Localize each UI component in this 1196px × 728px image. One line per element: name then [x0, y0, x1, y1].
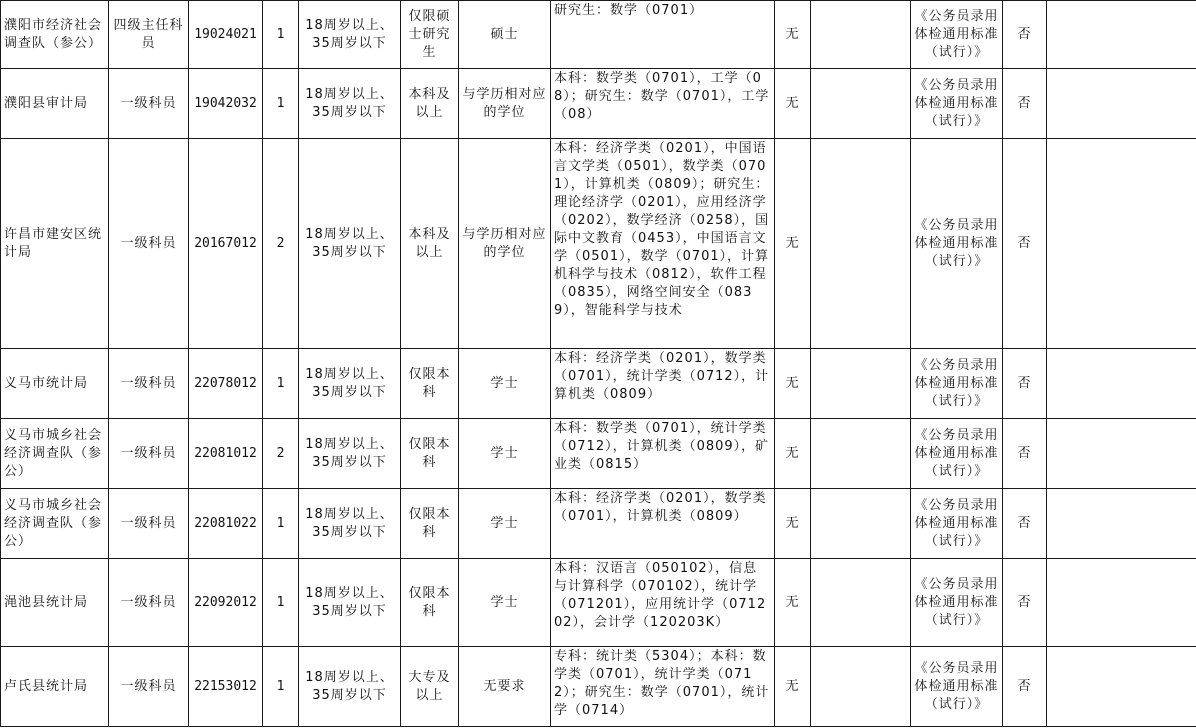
- age-cell[interactable]: [299, 489, 401, 559]
- extra-cell[interactable]: [1047, 419, 1196, 489]
- age-cell[interactable]: [299, 139, 401, 349]
- notice-cell[interactable]: [1003, 559, 1047, 647]
- position-cell[interactable]: [109, 139, 189, 349]
- education-cell[interactable]: [401, 419, 459, 489]
- major-cell[interactable]: [551, 489, 775, 559]
- unit-cell[interactable]: [1, 139, 109, 349]
- table-row: [1, 1, 1196, 69]
- major-text: 专科：统计类（5304）；本科：数学类（0701），统计学类（0712）；研究生：数学（0701），统计学（0714）: [554, 649, 770, 718]
- position-text: 一级科员: [120, 678, 177, 694]
- age-cell[interactable]: [299, 69, 401, 139]
- degree-cell[interactable]: [459, 349, 551, 419]
- education-cell[interactable]: [401, 489, 459, 559]
- code-text: 22153012: [194, 678, 257, 694]
- unit-text: 义马市城乡社会经济调查队（参公）: [4, 427, 103, 479]
- physical-standard-text: 《公务员录用体检通用标准（试行）》: [914, 427, 999, 479]
- code-text: 22081022: [194, 515, 257, 531]
- table-row: [1, 559, 1196, 647]
- code-cell[interactable]: [189, 419, 263, 489]
- notice-text: 否: [1017, 375, 1032, 391]
- blank-cell[interactable]: [811, 419, 911, 489]
- code-text: 22092012: [194, 594, 257, 610]
- education-text: 大专及以上: [408, 669, 451, 703]
- blank-cell[interactable]: [811, 489, 911, 559]
- degree-cell[interactable]: [459, 559, 551, 647]
- major-cell[interactable]: [551, 1, 775, 69]
- blank-cell[interactable]: [811, 139, 911, 349]
- unit-text: 义马市统计局: [4, 375, 89, 391]
- blank-cell[interactable]: [811, 349, 911, 419]
- physical-standard-cell[interactable]: [911, 349, 1003, 419]
- education-text: 仅限本科: [408, 366, 451, 400]
- count-cell[interactable]: [263, 69, 299, 139]
- age-text: 18周岁以上、35周岁以下: [305, 17, 394, 51]
- count-cell[interactable]: [263, 647, 299, 727]
- code-cell[interactable]: [189, 1, 263, 69]
- position-text: 一级科员: [120, 515, 177, 531]
- other-req-cell[interactable]: [775, 489, 811, 559]
- table-row: [1, 139, 1196, 349]
- other-req-text: 无: [785, 26, 800, 42]
- position-text: 一级科员: [120, 594, 177, 610]
- count-cell[interactable]: [263, 419, 299, 489]
- age-cell[interactable]: [299, 349, 401, 419]
- notice-text: 否: [1017, 235, 1032, 251]
- other-req-cell[interactable]: [775, 419, 811, 489]
- unit-text: 渑池县统计局: [4, 594, 89, 610]
- education-text: 本科及以上: [408, 226, 451, 260]
- major-text: 本科：经济学类（0201），中国语言文学类（0501），数学类（0701），计算机类（0809）；研究生：理论经济学（0201），应用经济学（0202），数学经济（0258），国际中文教育（0453），中国语言文学（0501），数学（0701），计算机科学与技术（0812），软件工程（0835），网络空间安全（0839），智能科学与技术: [554, 141, 770, 318]
- notice-text: 否: [1017, 515, 1032, 531]
- count-text: 1: [276, 95, 285, 111]
- degree-text: 学士: [490, 515, 519, 531]
- major-text: 研究生：数学（0701）: [554, 3, 704, 18]
- code-cell[interactable]: [189, 349, 263, 419]
- major-cell[interactable]: [551, 69, 775, 139]
- physical-standard-cell[interactable]: [911, 139, 1003, 349]
- unit-cell[interactable]: [1, 489, 109, 559]
- notice-cell[interactable]: [1003, 1, 1047, 69]
- code-text: 19024021: [194, 26, 257, 42]
- age-text: 18周岁以上、35周岁以下: [305, 506, 394, 540]
- notice-text: 否: [1017, 678, 1032, 694]
- degree-text: 无要求: [483, 678, 526, 694]
- age-text: 18周岁以上、35周岁以下: [305, 86, 394, 120]
- position-text: 一级科员: [120, 375, 177, 391]
- age-text: 18周岁以上、35周岁以下: [305, 669, 394, 703]
- degree-cell[interactable]: [459, 489, 551, 559]
- other-req-cell[interactable]: [775, 559, 811, 647]
- extra-cell[interactable]: [1047, 489, 1196, 559]
- code-text: 20167012: [194, 235, 257, 251]
- position-cell[interactable]: [109, 559, 189, 647]
- education-text: 本科及以上: [408, 86, 451, 120]
- extra-cell[interactable]: [1047, 559, 1196, 647]
- age-cell[interactable]: [299, 1, 401, 69]
- physical-standard-text: 《公务员录用体检通用标准（试行）》: [914, 77, 999, 129]
- degree-text: 硕士: [490, 26, 519, 42]
- blank-cell[interactable]: [811, 647, 911, 727]
- physical-standard-cell[interactable]: [911, 1, 1003, 69]
- position-text: 一级科员: [120, 235, 177, 251]
- code-cell[interactable]: [189, 647, 263, 727]
- physical-standard-text: 《公务员录用体检通用标准（试行）》: [914, 357, 999, 409]
- extra-cell[interactable]: [1047, 69, 1196, 139]
- other-req-cell[interactable]: [775, 1, 811, 69]
- notice-cell[interactable]: [1003, 419, 1047, 489]
- unit-text: 许昌市建安区统计局: [4, 226, 103, 260]
- notice-cell[interactable]: [1003, 647, 1047, 727]
- age-text: 18周岁以上、35周岁以下: [305, 436, 394, 470]
- unit-cell[interactable]: [1, 647, 109, 727]
- major-text: 本科：数学类（0701），工学（08）；研究生：数学（0701），工学（08）: [554, 71, 770, 122]
- count-cell[interactable]: [263, 349, 299, 419]
- other-req-text: 无: [785, 375, 800, 391]
- physical-standard-cell[interactable]: [911, 69, 1003, 139]
- unit-text: 濮阳市经济社会调查队（参公）: [4, 17, 103, 51]
- degree-text: 与学历相对应的学位: [462, 86, 547, 120]
- degree-cell[interactable]: [459, 419, 551, 489]
- table-body: [1, 1, 1196, 727]
- major-cell[interactable]: [551, 647, 775, 727]
- count-cell[interactable]: [263, 139, 299, 349]
- count-text: 1: [276, 26, 285, 42]
- other-req-cell[interactable]: [775, 139, 811, 349]
- extra-cell[interactable]: [1047, 349, 1196, 419]
- notice-cell[interactable]: [1003, 349, 1047, 419]
- major-cell[interactable]: [551, 349, 775, 419]
- physical-standard-text: 《公务员录用体检通用标准（试行）》: [914, 497, 999, 549]
- major-text: 本科：经济学类（0201），数学类（0701），统计学类（0712），计算机类（0809）: [554, 351, 770, 402]
- major-cell[interactable]: [551, 419, 775, 489]
- blank-cell[interactable]: [811, 559, 911, 647]
- degree-cell[interactable]: [459, 69, 551, 139]
- major-cell[interactable]: [551, 139, 775, 349]
- code-text: 22078012: [194, 375, 257, 391]
- notice-cell[interactable]: [1003, 489, 1047, 559]
- other-req-text: 无: [785, 515, 800, 531]
- degree-text: 学士: [490, 445, 519, 461]
- extra-cell[interactable]: [1047, 1, 1196, 69]
- position-text: 四级主任科员: [113, 17, 184, 51]
- degree-text: 学士: [490, 594, 519, 610]
- education-cell[interactable]: [401, 349, 459, 419]
- education-cell[interactable]: [401, 559, 459, 647]
- education-cell[interactable]: [401, 1, 459, 69]
- age-cell[interactable]: [299, 559, 401, 647]
- degree-cell[interactable]: [459, 647, 551, 727]
- physical-standard-cell[interactable]: [911, 489, 1003, 559]
- position-text: 一级科员: [120, 95, 177, 111]
- education-text: 仅限硕士研究生: [408, 8, 451, 60]
- other-req-text: 无: [785, 95, 800, 111]
- unit-text: 卢氏县统计局: [4, 678, 89, 694]
- code-cell[interactable]: [189, 139, 263, 349]
- position-cell[interactable]: [109, 419, 189, 489]
- notice-cell[interactable]: [1003, 139, 1047, 349]
- age-text: 18周岁以上、35周岁以下: [305, 226, 394, 260]
- position-cell[interactable]: [109, 489, 189, 559]
- count-text: 2: [276, 445, 285, 461]
- degree-text: 与学历相对应的学位: [462, 226, 547, 260]
- table-row: [1, 489, 1196, 559]
- other-req-cell[interactable]: [775, 349, 811, 419]
- unit-cell[interactable]: [1, 349, 109, 419]
- other-req-cell[interactable]: [775, 647, 811, 727]
- notice-text: 否: [1017, 95, 1032, 111]
- physical-standard-text: 《公务员录用体检通用标准（试行）》: [914, 660, 999, 712]
- education-text: 仅限本科: [408, 436, 451, 470]
- notice-text: 否: [1017, 445, 1032, 461]
- physical-standard-cell[interactable]: [911, 559, 1003, 647]
- extra-cell[interactable]: [1047, 647, 1196, 727]
- code-text: 19042032: [194, 95, 257, 111]
- major-text: 本科：汉语言（050102），信息与计算科学（070102），统计学（071201），应用统计学（071202），会计学（120203K）: [554, 561, 767, 630]
- physical-standard-cell[interactable]: [911, 419, 1003, 489]
- major-cell[interactable]: [551, 559, 775, 647]
- position-cell[interactable]: [109, 349, 189, 419]
- other-req-text: 无: [785, 678, 800, 694]
- unit-cell[interactable]: [1, 559, 109, 647]
- unit-text: 濮阳县审计局: [4, 95, 89, 111]
- blank-cell[interactable]: [811, 69, 911, 139]
- count-cell[interactable]: [263, 489, 299, 559]
- age-text: 18周岁以上、35周岁以下: [305, 366, 394, 400]
- unit-cell[interactable]: [1, 419, 109, 489]
- table-row: [1, 69, 1196, 139]
- code-cell[interactable]: [189, 489, 263, 559]
- education-text: 仅限本科: [408, 506, 451, 540]
- code-text: 22081012: [194, 445, 257, 461]
- count-text: 1: [276, 678, 285, 694]
- code-cell[interactable]: [189, 559, 263, 647]
- education-cell[interactable]: [401, 69, 459, 139]
- notice-cell[interactable]: [1003, 69, 1047, 139]
- other-req-cell[interactable]: [775, 69, 811, 139]
- physical-standard-text: 《公务员录用体检通用标准（试行）》: [914, 576, 999, 628]
- physical-standard-text: 《公务员录用体检通用标准（试行）》: [914, 8, 999, 60]
- count-cell[interactable]: [263, 1, 299, 69]
- extra-cell[interactable]: [1047, 139, 1196, 349]
- physical-standard-text: 《公务员录用体检通用标准（试行）》: [914, 217, 999, 269]
- position-text: 一级科员: [120, 445, 177, 461]
- position-cell[interactable]: [109, 647, 189, 727]
- education-text: 仅限本科: [408, 585, 451, 619]
- position-cell[interactable]: [109, 1, 189, 69]
- age-cell[interactable]: [299, 647, 401, 727]
- age-text: 18周岁以上、35周岁以下: [305, 585, 394, 619]
- blank-cell[interactable]: [811, 1, 911, 69]
- degree-cell[interactable]: [459, 1, 551, 69]
- physical-standard-cell[interactable]: [911, 647, 1003, 727]
- major-text: 本科：数学类（0701），统计学类（0712），计算机类（0809），矿业类（0815）: [554, 421, 770, 472]
- count-text: 2: [276, 235, 285, 251]
- age-cell[interactable]: [299, 419, 401, 489]
- notice-text: 否: [1017, 26, 1032, 42]
- other-req-text: 无: [785, 594, 800, 610]
- unit-cell[interactable]: [1, 1, 109, 69]
- degree-cell[interactable]: [459, 139, 551, 349]
- count-text: 1: [276, 594, 285, 610]
- table-row: [1, 419, 1196, 489]
- code-cell[interactable]: [189, 69, 263, 139]
- position-cell[interactable]: [109, 69, 189, 139]
- table-row: [1, 349, 1196, 419]
- degree-text: 学士: [490, 375, 519, 391]
- table-row: [1, 647, 1196, 727]
- count-text: 1: [276, 375, 285, 391]
- other-req-text: 无: [785, 235, 800, 251]
- unit-cell[interactable]: [1, 69, 109, 139]
- unit-text: 义马市城乡社会经济调查队（参公）: [4, 497, 103, 549]
- count-cell[interactable]: [263, 559, 299, 647]
- major-text: 本科：经济学类（0201），数学类（0701），计算机类（0809）: [554, 491, 767, 524]
- education-cell[interactable]: [401, 647, 459, 727]
- count-text: 1: [276, 515, 285, 531]
- education-cell[interactable]: [401, 139, 459, 349]
- notice-text: 否: [1017, 594, 1032, 610]
- other-req-text: 无: [785, 445, 800, 461]
